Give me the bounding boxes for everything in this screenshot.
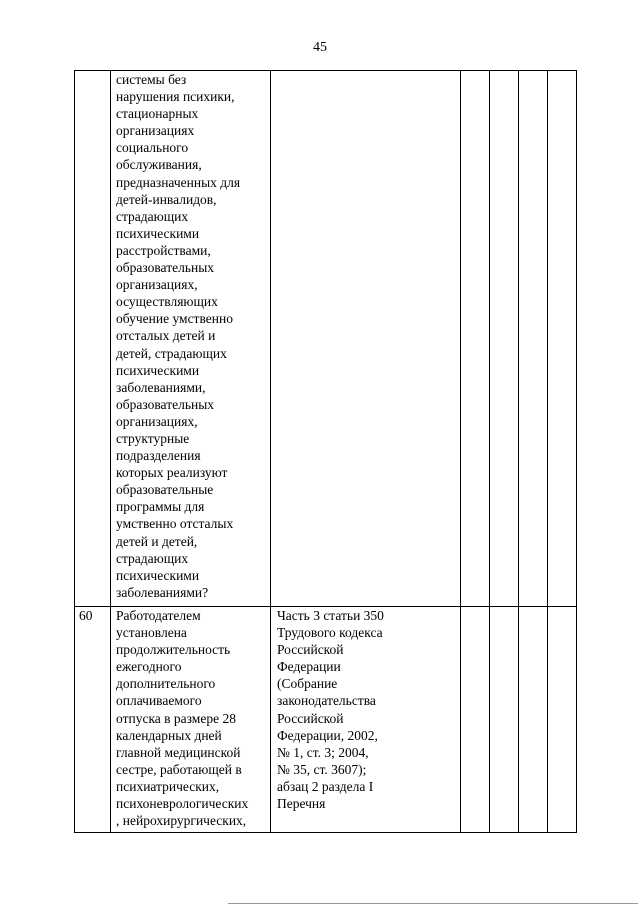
empty-cell [461,71,490,607]
table-row [75,71,577,607]
page-number: 45 [313,40,327,55]
question-line: подразделения [116,448,201,464]
question-line: психиатрических, [116,778,220,794]
question-line: страдающих [116,550,189,566]
question-line: детей и детей, [116,533,198,549]
question-line: образовательные [116,482,214,498]
question-line: заболеваниями, [116,379,206,395]
question-line: умственно отсталых [116,516,234,532]
row-number-cell [75,71,111,607]
question-line: социального [116,140,189,156]
row-number: 60 [79,608,93,623]
reference-line: № 1, ст. 3; 2004, [277,744,369,760]
question-line: ежегодного [116,659,182,675]
question-line: установлена [116,625,187,641]
question-line: главной медицинской [116,744,241,760]
question-line: психическими [116,362,200,378]
question-line: программы для [116,499,205,515]
reference-line: № 35, ст. 3607); [277,761,367,777]
question-line: психическими [116,225,200,241]
question-line: расстройствами, [116,242,211,258]
reference-line: Российской [277,642,344,658]
reference-cell [271,71,461,607]
question-line: отсталых детей и [116,328,216,344]
question-line: обучение умственно [116,311,233,327]
question-line: организациях, [116,277,198,293]
question-line: оплачиваемого [116,693,202,709]
question-line: страдающих [116,208,189,224]
question-cell [111,607,271,833]
question-line: организациях, [116,413,198,429]
page-bottom-rule [228,903,638,904]
reference-line: Российской [277,710,344,726]
reference-line: Перечня [277,796,326,812]
table-row [75,607,577,833]
question-line: детей, страдающих [116,345,227,361]
question-line: сестре, работающей в [116,761,242,777]
question-line: психическими [116,567,200,583]
question-line: образовательных [116,396,215,412]
question-line: продолжительность [116,642,231,658]
question-line: осуществляющих [116,294,218,310]
reference-line: Федерации [277,659,341,675]
question-text [111,71,270,601]
reference-line: абзац 2 раздела I [277,778,374,794]
question-line: отпуска в размере 28 [116,710,236,726]
reference-line: законодательства [277,693,376,709]
reference-line: Часть 3 статьи 350 [277,608,384,623]
reference-line: Федерации, 2002, [277,727,378,743]
question-line: организациях [116,123,195,139]
question-line: детей-инвалидов, [116,191,217,207]
question-line: заболеваниями? [116,584,209,600]
empty-cell [490,607,519,833]
checklist-table [74,70,577,833]
row-number-cell [75,607,111,833]
empty-cell [548,607,577,833]
reference-cell [271,607,461,833]
question-line: обслуживания, [116,157,202,173]
question-line: структурные [116,430,190,446]
reference-line: Трудового кодекса [277,625,383,641]
question-line: предназначенных для [116,174,241,190]
empty-cell [490,71,519,607]
reference-line: (Собрание [277,676,338,692]
empty-cell [548,71,577,607]
question-line: системы без [116,72,187,87]
question-line: календарных дней [116,727,222,743]
question-cell [111,71,271,607]
empty-cell [519,71,548,607]
empty-cell [519,607,548,833]
reference-text [271,607,460,812]
question-text [111,607,270,829]
question-line: которых реализуют [116,465,228,481]
question-line: нарушения психики, [116,89,235,105]
question-line: стационарных [116,106,199,122]
question-line: Работодателем [116,608,201,623]
question-line: , нейрохирургических, [116,813,247,829]
question-line: психоневрологических [116,796,249,812]
empty-cell [461,607,490,833]
question-line: дополнительного [116,676,216,692]
question-line: образовательных [116,260,215,276]
